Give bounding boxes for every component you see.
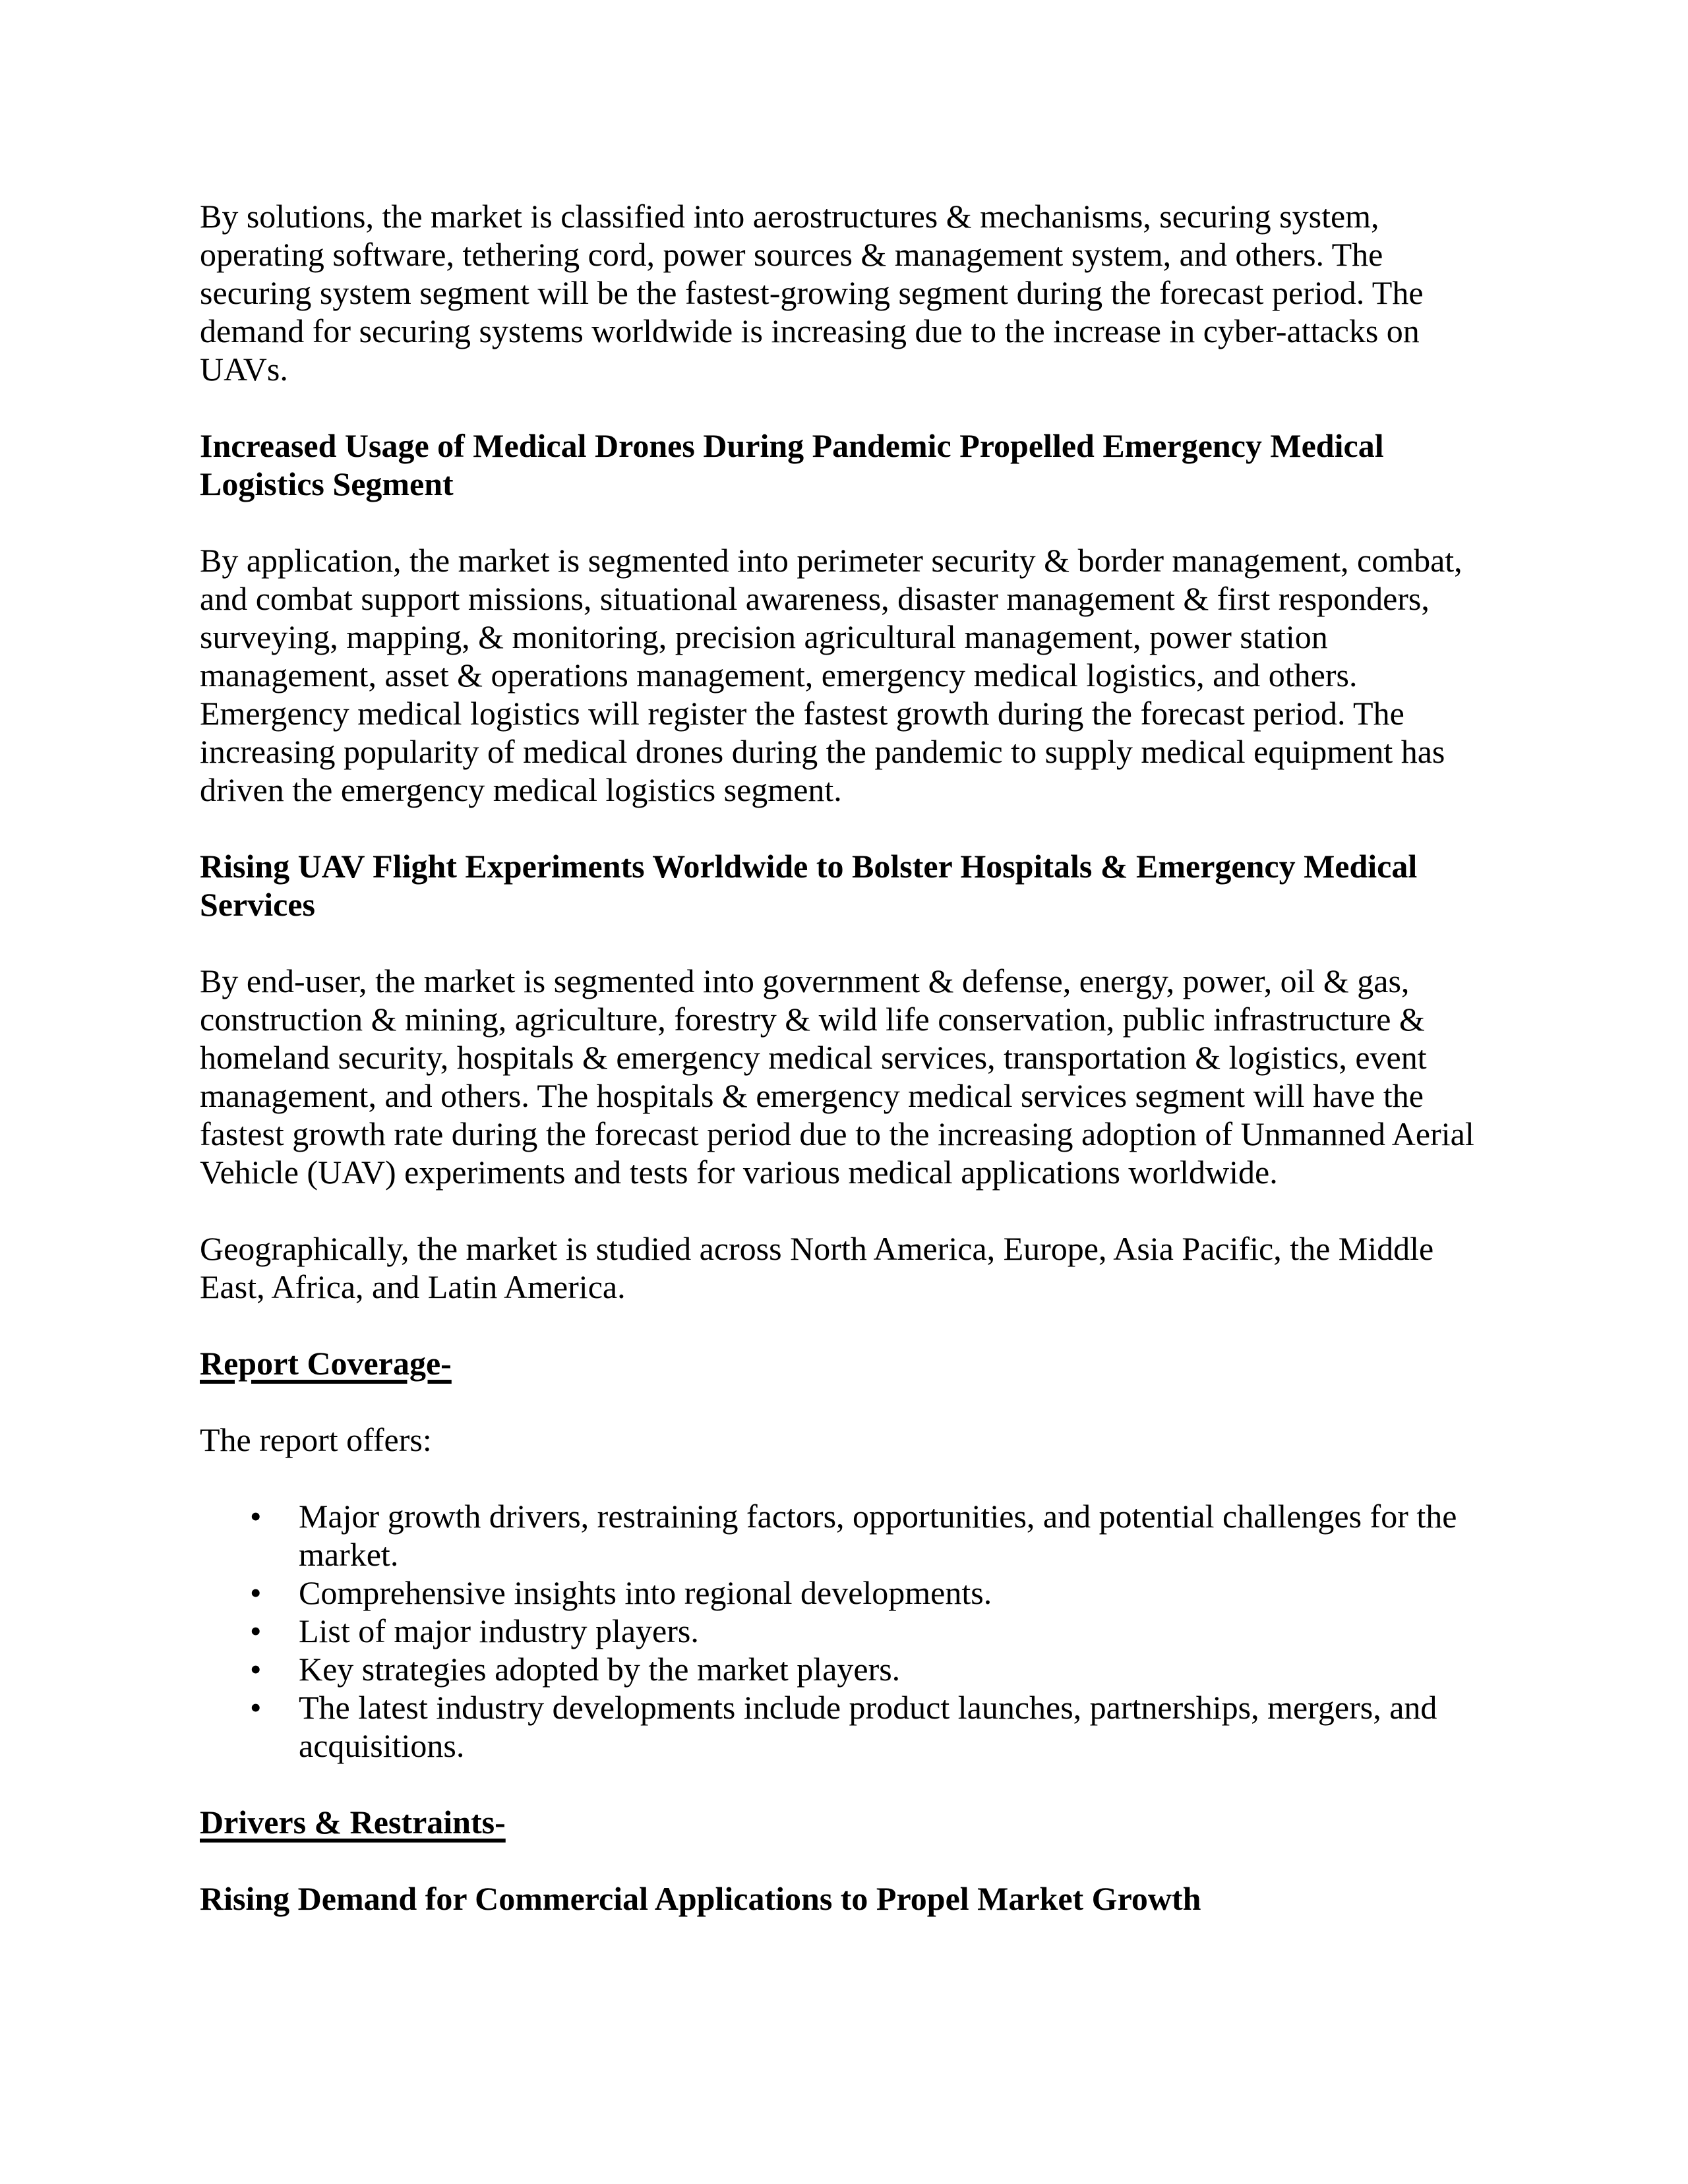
heading-rising-demand: Rising Demand for Commercial Applications to Propel Market Growth — [200, 1880, 1201, 1917]
paragraph-report-offers: The report offers: — [200, 1421, 432, 1458]
paragraph-geography: Geographically, the market is studied across North America, Europe, Asia Pacific, the Middle East, Africa, and Latin America. — [200, 1230, 1434, 1305]
bullet-icon: • — [250, 1651, 262, 1688]
document-content — [200, 197, 1491, 1918]
list-item-text: The latest industry developments include product launches, partnerships, mergers, and acquisitions. — [299, 1689, 1437, 1764]
heading-uav-flight-experiments: Rising UAV Flight Experiments Worldwide to Bolster Hospitals & Emergency Medical Services — [200, 848, 1418, 923]
paragraph-enduser-segment: By end-user, the market is segmented into government & defense, energy, power, oil & gas, construction & mining, agriculture, forestry & wild life conservation, public infrastructure & homeland security, hospitals & emergency medical services, transportation & logistics, event management, and others. The hospitals & emergency medical services segment will have the fastest growth rate during the forecast period due to the increasing adoption of Unmanned Aerial Vehicle (UAV) experiments and tests for various medical applications worldwide. — [200, 962, 1474, 1191]
paragraph-application-segment: By application, the market is segmented into perimeter security & border management, combat, and combat support missions, situational awareness, disaster management & first responders, surveying, mapping, & monitoring, precision agricultural management, power station management, asset & operations management, emergency medical logistics, and others. Emergency medical logistics will register the fastest growth during the forecast period. The increasing popularity of medical drones during the pandemic to supply medical equipment has driven the emergency medical logistics segment. — [200, 542, 1462, 808]
bullet-icon: • — [250, 1574, 262, 1611]
paragraph-solutions-segment: By solutions, the market is classified into aerostructures & mechanisms, securing system, operating software, tethering cord, power sources & management system, and others. The securing system segment will be the fastest-growing segment during the forecast period. The demand for securing systems worldwide is increasing due to the increase in cyber-attacks on UAVs. — [200, 198, 1424, 388]
heading-medical-drones: Increased Usage of Medical Drones During Pandemic Propelled Emergency Medical Logistics Segment — [200, 427, 1384, 502]
report-offers-list — [200, 1497, 1491, 1765]
bullet-icon: • — [250, 1498, 262, 1535]
list-item — [200, 1574, 1491, 1612]
list-item — [200, 1612, 1491, 1650]
list-item-text: Comprehensive insights into regional developments. — [299, 1574, 992, 1611]
list-item-text: List of major industry players. — [299, 1612, 699, 1649]
heading-report-coverage — [200, 1344, 1491, 1382]
list-item — [200, 1650, 1491, 1688]
list-item — [200, 1497, 1491, 1574]
list-item-text: Major growth drivers, restraining factors, opportunities, and potential challenges for the market. — [299, 1498, 1457, 1573]
heading-drivers-restraints-text: Drivers & Restraints- — [200, 1804, 506, 1841]
heading-drivers-restraints — [200, 1803, 1491, 1841]
bullet-icon: • — [250, 1612, 262, 1649]
heading-report-coverage-text: Report Coverage- — [200, 1345, 452, 1382]
list-item-text: Key strategies adopted by the market players. — [299, 1651, 901, 1688]
list-item — [200, 1688, 1491, 1765]
bullet-icon: • — [250, 1689, 262, 1726]
